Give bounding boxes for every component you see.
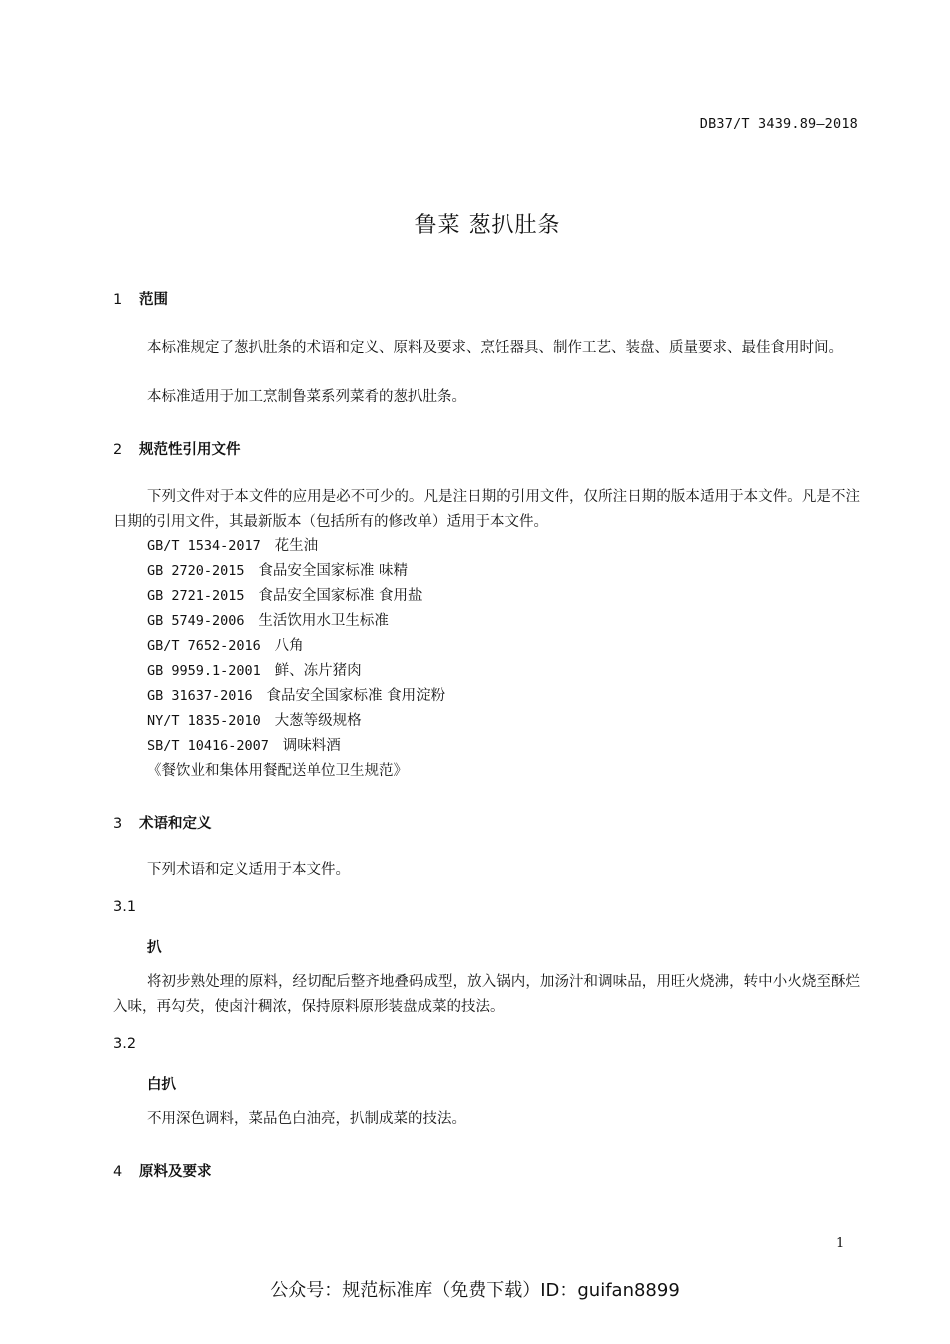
reference-name: 生活饮用水卫生标准 [258,613,389,629]
scope-paragraph-2: 本标准适用于加工烹制鲁菜系列菜肴的葱扒肚条。 [147,389,466,405]
reference-item [147,759,445,784]
reference-code: GB 5749-2006 [147,613,245,629]
reference-name: 八角 [274,638,304,654]
section-title: 术语和定义 [139,816,212,832]
reference-name: 鲜、冻片猪肉 [274,663,362,679]
reference-code: GB 2721-2015 [147,588,245,604]
reference-item [147,734,445,759]
reference-item [147,584,445,609]
section-title: 原料及要求 [139,1164,212,1180]
reference-name: 调味料酒 [282,738,341,754]
reference-item [147,709,445,734]
reference-item [147,684,445,709]
document-title: 鲁菜 葱扒肚条 [414,213,561,238]
reference-name: 《餐饮业和集体用餐配送单位卫生规范》 [147,763,408,779]
reference-code: GB 9959.1-2001 [147,663,261,679]
reference-item [147,659,445,684]
section-number: 2 [113,442,123,458]
normative-intro: 下列文件对于本文件的应用是必不可少的。凡是注日期的引用文件，仅所注日期的版本适用于本文件。凡是不注日期的引用文件，其最新版本（包括所有的修改单）适用于本文件。 [113,489,860,530]
section-1-heading [113,288,168,309]
reference-name: 花生油 [274,538,319,554]
reference-code: NY/T 1835-2010 [147,713,261,729]
reference-code: GB/T 1534-2017 [147,538,261,554]
section-title: 规范性引用文件 [139,442,241,458]
section-number: 1 [113,292,123,308]
reference-item [147,559,445,584]
reference-code: GB 2720-2015 [147,563,245,579]
reference-name: 食品安全国家标准 味精 [258,563,408,579]
term-definition: 将初步熟处理的原料，经切配后整齐地叠码成型，放入锅内，加汤汁和调味品，用旺火烧沸，转中小火烧至酥烂入味，再勾芡，使卤汁稠浓，保持原料原形装盘成菜的技法。 [113,974,860,1015]
section-2-heading [113,438,241,459]
reference-name: 大葱等级规格 [274,713,362,729]
section-title: 范围 [139,292,168,308]
section-number: 4 [113,1164,123,1180]
footer-watermark: 公众号：规范标准库（免费下载）ID：guifan8899 [270,1280,680,1301]
reference-item [147,634,445,659]
section-number: 3 [113,816,123,832]
terms-intro: 下列术语和定义适用于本文件。 [147,862,350,878]
page-number: 1 [836,1236,845,1251]
section-3-heading [113,812,212,833]
section-4-heading [113,1160,212,1181]
reference-name: 食品安全国家标准 食用盐 [258,588,423,604]
scope-paragraph-1: 本标准规定了葱扒肚条的术语和定义、原料及要求、烹饪器具、制作工艺、装盘、质量要求、最佳食用时间。 [147,340,843,356]
term-name: 扒 [147,940,162,956]
term-number: 3.1 [113,899,137,915]
reference-code: GB 31637-2016 [147,688,253,704]
reference-code: SB/T 10416-2007 [147,738,269,754]
reference-name: 食品安全国家标准 食用淀粉 [266,688,446,704]
standard-code: DB37/T 3439.89—2018 [699,116,858,132]
term-name: 白扒 [147,1077,176,1093]
term-number: 3.2 [113,1036,137,1052]
reference-list [147,534,445,784]
reference-item [147,609,445,634]
reference-item [147,534,445,559]
term-definition: 不用深色调料，菜品色白油亮，扒制成菜的技法。 [147,1111,466,1127]
reference-code: GB/T 7652-2016 [147,638,261,654]
